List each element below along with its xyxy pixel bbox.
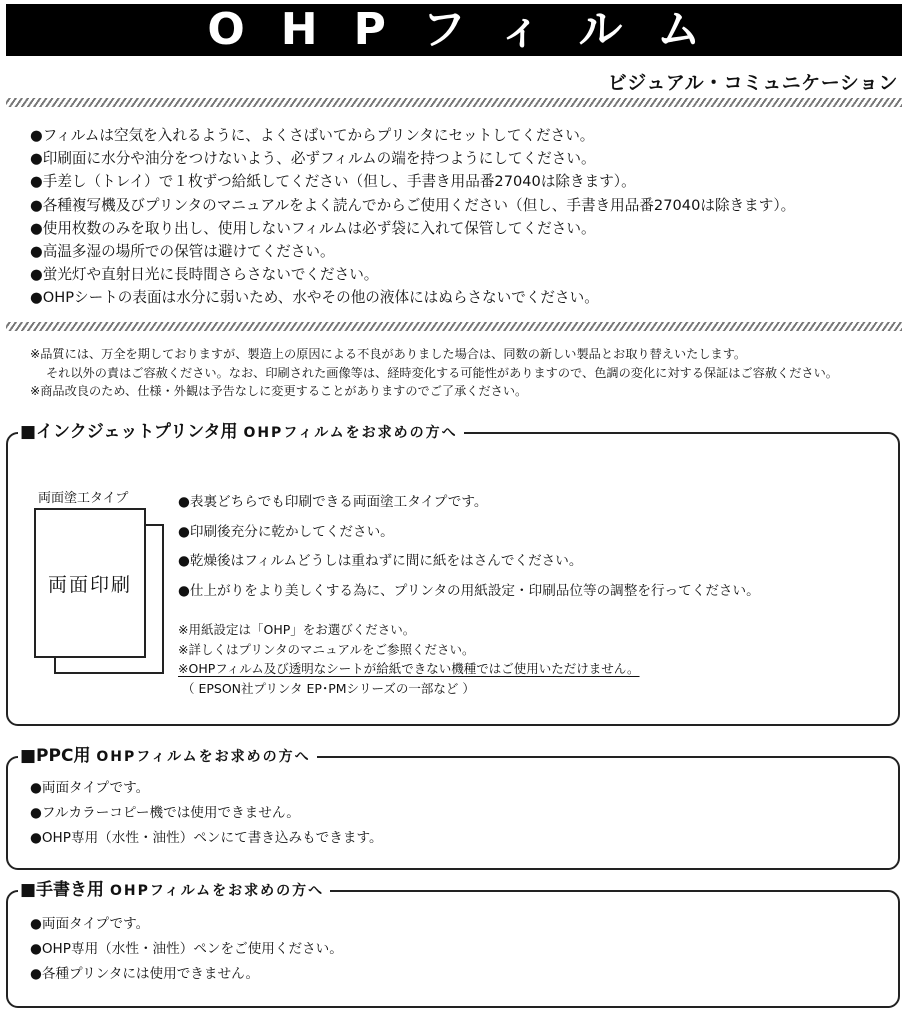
sheet-text: 両面印刷 xyxy=(47,573,132,596)
inkjet-title-main: ■インクジェットプリンタ用 xyxy=(20,422,244,442)
ppc-title-sub: OHPフィルムをお求めの方へ xyxy=(96,749,311,765)
list-item: ●各種複写機及びプリンタのマニュアルをよく読んでからご使用ください（但し、手書き用品番27040は除きます）。 xyxy=(30,196,796,214)
hatch-divider-top xyxy=(6,98,902,107)
handwriting-title-main: ■手書き用 xyxy=(20,880,110,900)
inkjet-title-sub: OHPフィルムをお求めの方へ xyxy=(243,425,458,441)
list-item: ●乾燥後はフィルムどうしは重ねずに間に紙をはさんでください。 xyxy=(178,553,583,569)
inkjet-items xyxy=(178,488,760,606)
list-item: ●使用枚数のみを取り出し、使用しないフィルムは必ず袋に入れて保管してください。 xyxy=(30,219,596,237)
hatch-divider-bottom xyxy=(6,322,902,331)
list-item: ●高温多湿の場所での保管は避けてください。 xyxy=(30,243,335,261)
main-points-list xyxy=(30,124,900,310)
sheet-front-illustration xyxy=(34,508,146,658)
list-item: ●両面タイプです。 xyxy=(30,916,150,932)
list-item: ●印刷後充分に乾かしてください。 xyxy=(178,523,394,540)
disclaimer-notes xyxy=(30,345,900,401)
handwriting-title-sub: OHPフィルムをお求めの方へ xyxy=(109,883,325,899)
warning-note: ※OHPフィルム及び透明なシートが給紙できない機種ではご使用いただけません。 xyxy=(178,661,640,676)
note-line: ※品質には、万全を期しておりますが、製造上の原因による不良がありました場合は、同数の新しい製品とお取り替えいたします。 xyxy=(30,347,747,361)
sheet-type-label: 両面塗工タイプ xyxy=(38,491,129,506)
list-item: ●フィルムは空気を入れるように、よくさばいてからプリンタにセットしてください。 xyxy=(30,127,595,144)
title-bar xyxy=(6,4,902,56)
inkjet-section-title xyxy=(18,418,464,447)
note-line: ※用紙設定は「OHP」をお選びください。 xyxy=(178,622,416,637)
note-line: ※詳しくはプリンタのマニュアルをご参照ください。 xyxy=(178,641,475,657)
ppc-section-title xyxy=(18,742,317,771)
list-item: ●手差し（トレイ）で１枚ずつ給紙してください（但し、手書き用品番27040は除きます）。 xyxy=(30,173,636,191)
list-item: ●印刷面に水分や油分をつけないよう、必ずフィルムの端を持つようにしてください。 xyxy=(30,150,596,168)
note-line: それ以外の責はご容赦ください。なお、印刷された画像等は、経時変化する可能性がありますので、色調の変化に対する保証はご容赦ください。 xyxy=(46,365,838,380)
list-item: ●フルカラーコピー機では使用できません。 xyxy=(30,805,300,821)
page-title: OHPフィルム xyxy=(207,4,737,55)
ppc-items xyxy=(30,776,383,851)
handwriting-section-title xyxy=(18,876,330,905)
note-line: （ EPSON社プリンタ EP･PMシリーズの一部など ） xyxy=(182,680,475,696)
list-item: ●仕上がりをより美しくする為に、プリンタの用紙設定・印刷品位等の調整を行ってください。 xyxy=(178,582,760,599)
page-subtitle: ビジュアル・コミュニケーション xyxy=(607,72,898,94)
handwriting-section xyxy=(6,880,900,1008)
list-item: ●OHP専用（水性・油性）ペンをご使用ください。 xyxy=(30,941,343,957)
note-line: ※商品改良のため、仕様・外観は予告なしに変更することがありますのでご了承ください。 xyxy=(30,384,528,398)
list-item: ●表裏どちらでも印刷できる両面塗工タイプです。 xyxy=(178,494,488,510)
list-item: ●蛍光灯や直射日光に長時間さらさないでください。 xyxy=(30,266,379,284)
ppc-section xyxy=(6,746,900,870)
list-item: ●OHPシートの表面は水分に弱いため、水やその他の液体にはぬらさないでください。 xyxy=(30,289,599,307)
ppc-title-main: ■PPC用 xyxy=(20,746,97,766)
list-item: ●各種プリンタには使用できません。 xyxy=(30,966,260,982)
inkjet-notes xyxy=(178,620,640,698)
list-item: ●OHP専用（水性・油性）ペンにて書き込みもできます。 xyxy=(30,830,383,846)
list-item: ●両面タイプです。 xyxy=(30,780,150,796)
handwriting-items xyxy=(30,912,343,987)
